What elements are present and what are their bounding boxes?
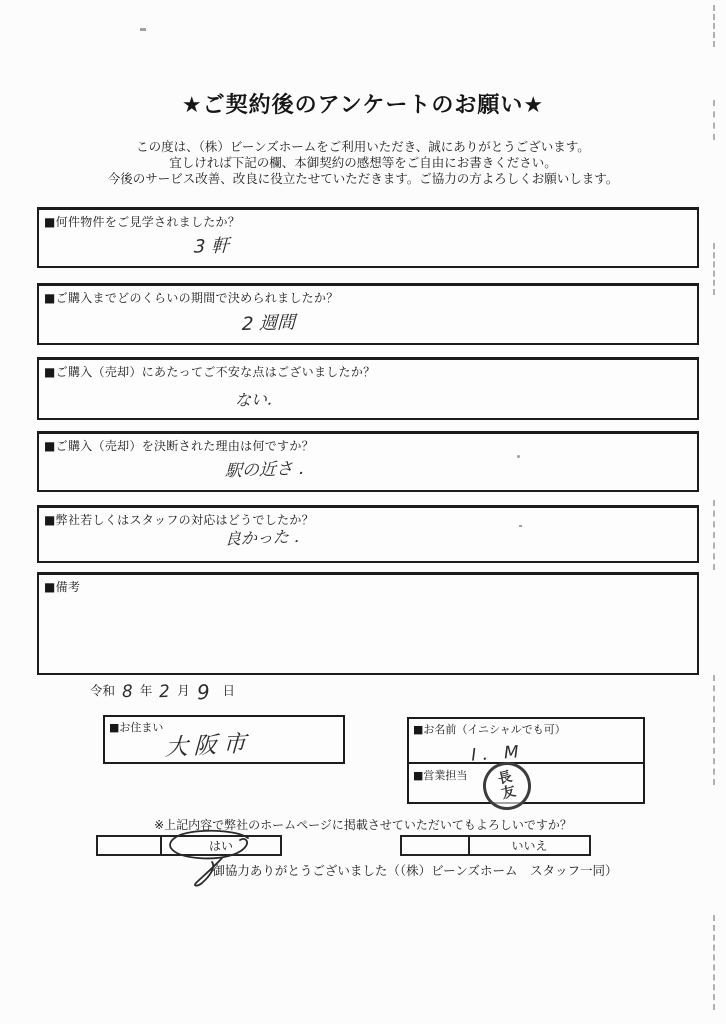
yes-label-cell: はい (160, 837, 280, 854)
publish-permission-question: ※上記内容で弊社のホームページに掲載させていただいてもよろしいですか？ (154, 818, 572, 832)
scan-artifact (713, 5, 715, 47)
scan-artifact (713, 100, 715, 140)
no-option-table (400, 835, 591, 856)
handwritten-name: I ． M (470, 742, 520, 766)
question-box-properties-viewed (37, 207, 699, 268)
scan-artifact (140, 28, 146, 31)
stamp-char-top: 長 (496, 768, 514, 788)
date-line (90, 679, 235, 705)
page-title: ★ご契約後のアンケートのお願い★ (181, 93, 545, 118)
residence-box (103, 715, 345, 764)
era-label: 令和 (90, 683, 116, 698)
question-label: ■備考 (44, 580, 81, 594)
question-box-staff-response (37, 505, 699, 563)
yes-check-cell (98, 837, 160, 854)
scan-artifact (713, 243, 715, 295)
year-suffix: 年 (139, 683, 153, 698)
no-label-cell: いいえ (468, 837, 589, 854)
handwritten-month: 2 (158, 681, 171, 703)
question-label: ■ご購入までどのくらいの期間で決められましたか？ (44, 291, 339, 305)
question-box-decision-reason (37, 431, 699, 492)
handwritten-year: 8 (121, 681, 134, 703)
handwritten-answer: 2 週間 (241, 312, 296, 335)
intro-text (0, 139, 726, 187)
hanko-stamp (478, 757, 536, 815)
handwritten-answer: 良かった ． (224, 526, 311, 549)
scan-artifact (519, 525, 522, 527)
handwritten-day: 9 (196, 679, 211, 705)
handwritten-answer: 3 軒 (193, 235, 230, 258)
handwritten-answer: ない． (234, 389, 284, 410)
name-sales-box (407, 717, 645, 804)
thanks-line: 御協力ありがとうございました（（株）ビーンズホーム スタッフ一同） (212, 863, 618, 878)
question-box-decision-period (37, 283, 699, 345)
sales-rep-label: ■営業担当 (413, 769, 468, 782)
scan-artifact (517, 455, 520, 458)
stamp-char-bottom: 友 (499, 783, 518, 803)
scan-artifact (713, 675, 715, 785)
question-box-concerns (37, 357, 699, 420)
box-divider (409, 762, 643, 764)
question-label: ■何件物件をご見学されましたか？ (44, 215, 241, 229)
question-label: ■ご購入（売却）にあたってご不安な点はございましたか？ (44, 365, 376, 379)
scan-artifact (713, 500, 715, 570)
intro-line-1: この度は、（株）ビーンズホームをご利用いただき、誠にありがとうございます。 (136, 139, 590, 154)
no-check-cell (402, 837, 468, 854)
question-label: ■弊社若しくはスタッフの対応はどうでしたか？ (44, 513, 314, 527)
name-label: ■お名前（イニシャルでも可） (413, 723, 566, 736)
residence-label: ■お住まい (109, 721, 164, 734)
handwritten-residence: 大阪市 (164, 730, 253, 762)
month-suffix: 月 (177, 683, 190, 698)
handwritten-answer: 駅の近さ ． (224, 458, 316, 482)
day-suffix: 日 (222, 683, 235, 698)
scan-artifact (713, 915, 715, 1010)
intro-line-2: 宜しければ下記の欄、本御契約の感想等をご自由にお書きください。 (169, 155, 557, 170)
question-box-remarks (37, 572, 699, 675)
question-label: ■ご購入（売却）を決断された理由は何ですか？ (44, 439, 314, 453)
intro-line-3: 今後のサービス改善、改良に役立たせていただきます。ご協力の方よろしくお願いします。 (107, 171, 619, 186)
